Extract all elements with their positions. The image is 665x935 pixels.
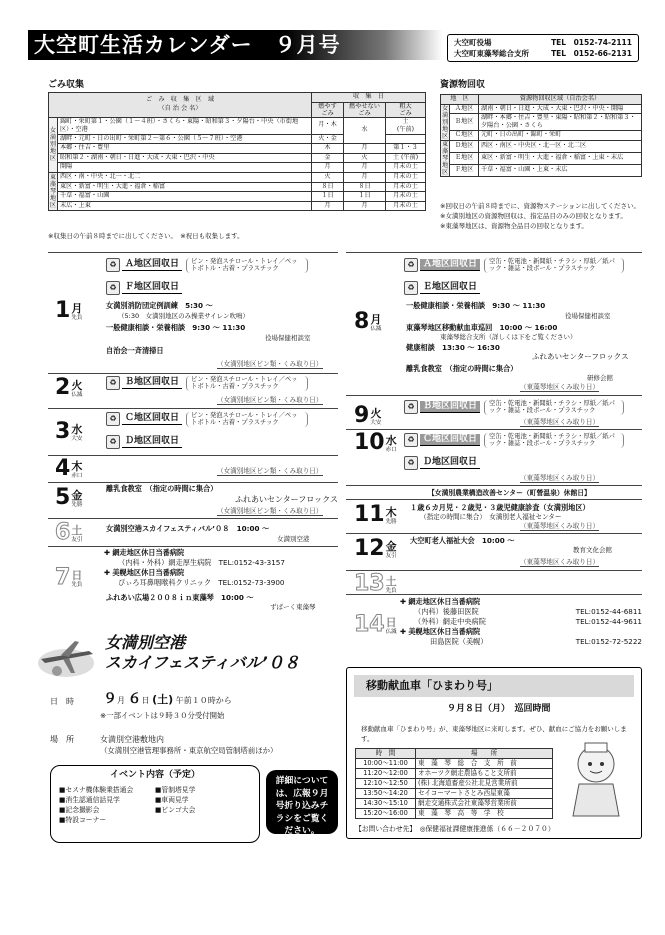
pickup-d: ♻ Ｄ地区回収日: [106, 434, 182, 450]
day-6: 6 土 友引: [55, 520, 83, 545]
recycle-icon: ♻: [106, 281, 120, 295]
airplane-icon: [35, 633, 97, 681]
table-row: 15:20～16:00 東 藻 琴 高 等 学 校: [356, 809, 553, 819]
pickup-right-8: ♻ Ａ地区回収日 空缶・乾電池・新聞紙・チラシ・厚紙／紙パック・雑誌・段ボール・プラスチック: [404, 257, 624, 273]
sky-date-label: 日 時: [50, 697, 74, 706]
hospital-icon: ✚: [104, 568, 111, 577]
shigen-table: 地 区 資源物回収区域（自治会名） 女満別地区 Ａ地区 湖南・朝日・日進・大成・大東・巴沢・中央・開陽 Ｂ地区 湖畔・本郷・住吉・豊里・東陽・昭和第２・昭和第３・夕陽台・公園・さくら Ｃ地区 元町・日の出町・錦町・栄町 東藻琴地区 Ｄ地区 西区・南区・中央区・北一区・北二区 Ｅ地区 東区・新富・明生・大進・福倉・稲富・上東・末広 Ｆ地区 千草・福富・山園・上東・末広: [440, 94, 642, 177]
blood-donation-box: 移動献血車「ひまわり号」 ９月８日（月） 巡回時間 移動献血車「ひまわり号」が、東藻琴地区に来町します。ぜひ、献血にご協力をお願いします。 時 間 場 所 10:00～11:00 東 藻 琴 総 合 支 所 前 11:20～12:00 オホーツク網走農協もこと支所前 12:10～12:50 (株) 北海道畜産公社北見営業所前 13:50～14:20 セイコーマートさとみ西屋東藻 14:30～15:10 網走交通株式会社東藻琴営業所前 15:20～16:00 東 藻 琴 高 等 学 校 【お問い合わせ先】 ◎保健福祉課健康推進係（６６－２０７０）: [346, 667, 642, 839]
pickup-right-10: ♻ Ｃ地区回収日 空缶・乾電池・新聞紙・チラシ・厚紙／紙パック・雑誌・段ボール・プラスチック: [404, 432, 624, 448]
pickup-right-9: ♻ Ｂ地区回収日 空缶・乾電池・新聞紙・チラシ・厚紙／紙パック・雑誌・段ボール・プラスチック: [404, 399, 624, 415]
day-2: 2 火 仏滅: [55, 375, 83, 400]
table-row: Ｂ地区 湖畔・本郷・住吉・豊里・東陽・昭和第２・昭和第３・夕陽台・公園・さくら: [441, 114, 642, 131]
sky-place-label: 場 所: [50, 735, 74, 744]
day-8: 8 月 仏滅: [354, 309, 382, 334]
table-row: 開陽 月 月 月末の土: [49, 163, 426, 173]
table-row: Ｆ地区 千草・福富・山園・上東・末広: [441, 164, 642, 176]
day-7: 7 日 先負: [55, 565, 83, 590]
recycle-icon: ♻: [106, 435, 120, 449]
day-4: 4 木 赤口: [55, 456, 83, 481]
table-row: 女満別地区 Ａ地区 湖南・朝日・日進・大成・大東・巴沢・中央・開陽: [441, 104, 642, 114]
hospital-info-14: ✚ 網走地区休日当番病院 （内科）後藤田医院 TEL:0152-44-6811 （外科）網走中央病院 TEL:0152-44-9611 ✚ 美幌地区休日当番病院 田島医院（美幌） TEL:0152-72-5222: [400, 597, 642, 646]
pickup-c: ♻ Ｃ地区回収日 ビン・発泡スチロール・トレイ／ペットボトル・古着・プラスチック: [106, 411, 308, 427]
event-contents-box: イベント内容（予定） ■セスナ機体験乗搭通会 ■管制塔見学 ■消生認通信話見学 ■車両見学 ■記念撮影会 ■ビンゴ大会 ■特設コーナー: [50, 765, 260, 843]
donation-schedule-table: 時 間 場 所 10:00～11:00 東 藻 琴 総 合 支 所 前 11:20～12:00 オホーツク網走農協もこと支所前 12:10～12:50 (株) 北海道畜産公社北見営業所前 13:50～14:20 セイコーマートさとみ西屋東藻 14:30～15:10 網走交通株式会社東藻琴営業所前 15:20～16:00 東 藻 琴 高 等 学 校: [355, 748, 553, 819]
table-row: Ｅ地区 東区・新富・明生・大進・福倉・稲富・上東・末広: [441, 152, 642, 164]
pickup-d-right: ♻ Ｄ地区回収日: [404, 455, 480, 471]
recycle-icon: ♻: [106, 412, 120, 426]
table-row: Ｃ地区 元町・日の出町・錦町・栄町: [441, 131, 642, 141]
recycle-icon: ♻: [404, 281, 418, 295]
table-row: 本郷・住吉・豊里 木 月 第１・３: [49, 144, 426, 154]
recycle-icon: ♻: [106, 258, 120, 272]
table-row: 14:30～15:10 網走交通株式会社東藻琴営業所前: [356, 799, 553, 809]
hospital-info-7: ✚ 網走地区休日当番病院 （内科・外科）網走厚生病院 TEL:0152-43-3157 ✚ 美幌地区休日当番病院 ぴぃろ耳鼻咽喉科クリニック TEL:0152-73-3900: [104, 548, 285, 587]
table-row: 湖畔・元町・日の出町・栄町第２～第６・公園（５～７班）・空港 火・金: [49, 134, 426, 144]
pickup-b: ♻ Ｂ地区回収日 ビン・発泡スチロール・トレイ／ペットボトル・古着・プラスチック: [106, 375, 308, 391]
day-14: 14 日 仏滅: [354, 612, 397, 637]
contact-box: 大空町役場 TEL 0152-74-2111 大空町東藻琴総合支所 TEL 0152-66-2131: [447, 34, 639, 62]
recycle-icon: ♻: [404, 433, 418, 447]
table-row: 10:00～11:00 東 藻 琴 総 合 支 所 前: [356, 759, 553, 769]
day-13: 13 土 先負: [354, 571, 397, 596]
day-1: 1 月 先負: [55, 298, 83, 323]
table-row: 東藻琴地区 西区・南・中央・北一・北二 火 月 月末の土: [49, 172, 426, 182]
recycle-icon: ♻: [404, 400, 418, 414]
recycle-icon: ♻: [106, 376, 120, 390]
sky-date: ９月 ６日 (土) 午前１０時から: [103, 691, 232, 707]
gomi-table: ご み 収 集 区 域 （自 治 会 名） 収 集 日 燃やす ごみ 燃やせない ごみ 粗大 ごみ 女満別地区 錦町・栄町第１・公園（１～４班）・さくら・東陽・昭和第３・夕陽台・中央（市街地区）・空港 月・木 水 土 (午前) 湖畔・元町・日の出町・栄町第２～第６・公園（５～７班）・空港 火・金 本郷・住吉・豊里 木 月 第１・３ 昭和第２・湖南・朝日・日進・大成・大東・巴沢・中央 金 火 土 (午前) 開陽 月 月 月末の土 東藻琴地区 西区・南・中央・北一・北二 火 月 月末の土 東区・新富・明生・大進・福倉・稲富 ８日 ８日 月末の土 千草・福富・山園 １日 １日 月末の土 末広・上東 月 月 月末の土: [48, 92, 426, 211]
table-row: 末広・上東 月 月 月末の土: [49, 201, 426, 211]
shigen-section-title: 資源物回収: [440, 80, 486, 90]
recycle-icon: ♻: [404, 258, 418, 272]
table-row: 13:50～14:20 セイコーマートさとみ西屋東藻: [356, 789, 553, 799]
table-row: 東区・新富・明生・大進・福倉・稲富 ８日 ８日 月末の土: [49, 182, 426, 192]
recycle-icon: ♻: [404, 456, 418, 470]
pickup-f: ♻ Ｆ地区回収日: [106, 280, 182, 296]
table-row: 千草・福富・山園 １日 １日 月末の土: [49, 192, 426, 202]
pickup-e: ♻ Ｅ地区回収日: [404, 280, 480, 296]
table-row: 女満別地区 錦町・栄町第１・公園（１～４班）・さくら・東陽・昭和第３・夕陽台・中央（市街地区）・空港 月・木 水 土 (午前): [49, 117, 426, 134]
day-12: 12 金 友引: [354, 536, 397, 561]
table-row: 東藻琴地区 Ｄ地区 西区・南区・中央区・北一区・北二区: [441, 140, 642, 152]
day-10: 10 水 赤口: [354, 430, 397, 455]
nurse-mascot-icon: [561, 738, 631, 818]
day-5: 5 金 先勝: [55, 485, 83, 510]
hospital-icon: ✚: [400, 597, 407, 606]
table-row: 11:20～12:00 オホーツク網走農協もこと支所前: [356, 769, 553, 779]
day-3: 3 水 大安: [55, 419, 83, 444]
hospital-icon: ✚: [104, 548, 111, 557]
details-notice: 詳細については、広報９月号折り込みチラシをご覧ください。: [266, 770, 338, 834]
sky-festival-title: 女満別空港 スカイフェスティバル’０８: [105, 633, 300, 672]
hospital-icon: ✚: [400, 627, 407, 636]
day-11: 11 木 先勝: [354, 502, 397, 527]
pickup-a: ♻ Ａ地区回収日 ビン・発泡スチロール・トレイ／ペットボトル・古着・プラスチック: [106, 257, 308, 273]
table-row: 昭和第２・湖南・朝日・日進・大成・大東・巴沢・中央 金 火 土 (午前): [49, 153, 426, 163]
gomi-note: ※収集日の午前８時までに出してください。 ※祝日も収集します。: [48, 232, 244, 240]
day-9: 9 火 大安: [354, 403, 382, 428]
page-title: 大空町生活カレンダー ９月号: [28, 30, 443, 60]
gomi-section-title: ごみ収集: [48, 80, 85, 90]
table-row: 12:10～12:50 (株) 北海道畜産公社北見営業所前: [356, 779, 553, 789]
shigen-notes: ※回収日の午前８時までに、資源物ステーションに出してください。 ※女満別地区の資源物回収は、指定品目のみの回収となります。 ※東藻琴地区は、資源物全品目の回収となります。: [440, 202, 641, 230]
